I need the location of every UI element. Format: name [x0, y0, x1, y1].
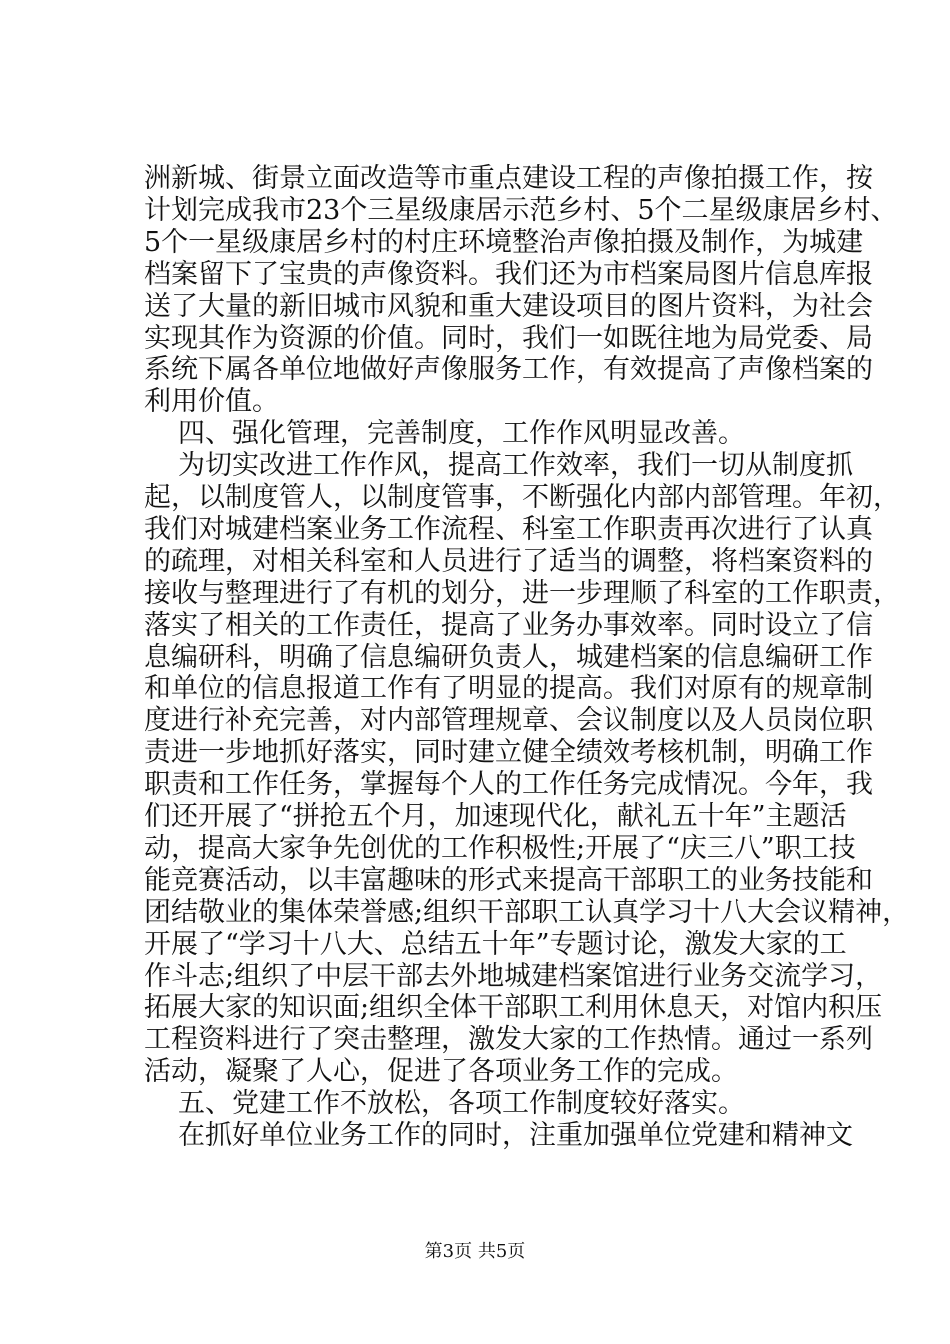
text-line: 们还开展了“拼抢五个月，加速现代化，献礼五十年”主题活: [144, 801, 847, 832]
text-line: 我们对城建档案业务工作流程、科室工作职责再次进行了认真: [144, 514, 873, 545]
text-line: 在抓好单位业务工作的同时，注重加强单位党建和精神文: [178, 1120, 853, 1151]
text-line: 团结敬业的集体荣誉感;组织干部职工认真学习十八大会议精神，: [144, 897, 910, 928]
text-line: 动，提高大家争先创优的工作积极性;开展了“庆三八”职工技: [144, 833, 856, 864]
text-line: 落实了相关的工作责任，提高了业务办事效率。同时设立了信: [144, 610, 873, 641]
text-line: 和单位的信息报道工作有了明显的提高。我们对原有的规章制: [144, 673, 873, 704]
text-line: 息编研科，明确了信息编研负责人，城建档案的信息编研工作: [144, 642, 873, 673]
text-line: 的疏理，对相关科室和人员进行了适当的调整，将档案资料的: [144, 546, 873, 577]
text-line: 系统下属各单位地做好声像服务工作，有效提高了声像档案的: [144, 354, 873, 385]
text-line: 能竞赛活动，以丰富趣味的形式来提高干部职工的业务技能和: [144, 865, 873, 896]
section-heading: 五、党建工作不放松，各项工作制度较好落实。: [178, 1088, 745, 1119]
text-line: 拓展大家的知识面;组织全体干部职工利用休息天，对馆内积压: [144, 992, 883, 1023]
text-line: 开展了“学习十八大、总结五十年”专题讨论，激发大家的工: [144, 929, 847, 960]
text-line: 责进一步地抓好落实，同时建立健全绩效考核机制，明确工作: [144, 737, 873, 768]
text-line: 活动，凝聚了人心，促进了各项业务工作的完成。: [144, 1056, 738, 1087]
text-line: 接收与整理进行了有机的划分，进一步理顺了科室的工作职责，: [144, 578, 900, 609]
page-number: 第3页 共5页: [424, 1241, 526, 1262]
text-line: 职责和工作任务，掌握每个人的工作任务完成情况。今年，我: [144, 769, 873, 800]
text-line: 实现其作为资源的价值。同时，我们一如既往地为局党委、局: [144, 323, 873, 354]
text-line: 作斗志;组织了中层干部去外地城建档案馆进行业务交流学习，: [144, 961, 883, 992]
text-line: 工程资料进行了突击整理，激发大家的工作热情。通过一系列: [144, 1024, 873, 1055]
text-line: 起，以制度管人，以制度管事，不断强化内部内部管理。年初，: [144, 482, 900, 513]
section-heading: 四、强化管理，完善制度，工作作风明显改善。: [178, 418, 745, 449]
text-line: 度进行补充完善，对内部管理规章、会议制度以及人员岗位职: [144, 705, 873, 736]
text-line: 利用价值。: [144, 386, 279, 417]
text-line: 送了大量的新旧城市风貌和重大建设项目的图片资料，为社会: [144, 291, 873, 322]
text-line: 5个一星级康居乡村的村庄环境整治声像拍摄及制作，为城建: [144, 227, 864, 258]
text-line: 为切实改进工作作风，提高工作效率，我们一切从制度抓: [178, 450, 853, 481]
text-line: 计划完成我市23个三星级康居示范乡村、5个二星级康居乡村、: [144, 195, 898, 226]
text-line: 档案留下了宝贵的声像资料。我们还为市档案局图片信息库报: [144, 259, 873, 290]
text-line: 洲新城、街景立面改造等市重点建设工程的声像拍摄工作，按: [144, 163, 873, 194]
